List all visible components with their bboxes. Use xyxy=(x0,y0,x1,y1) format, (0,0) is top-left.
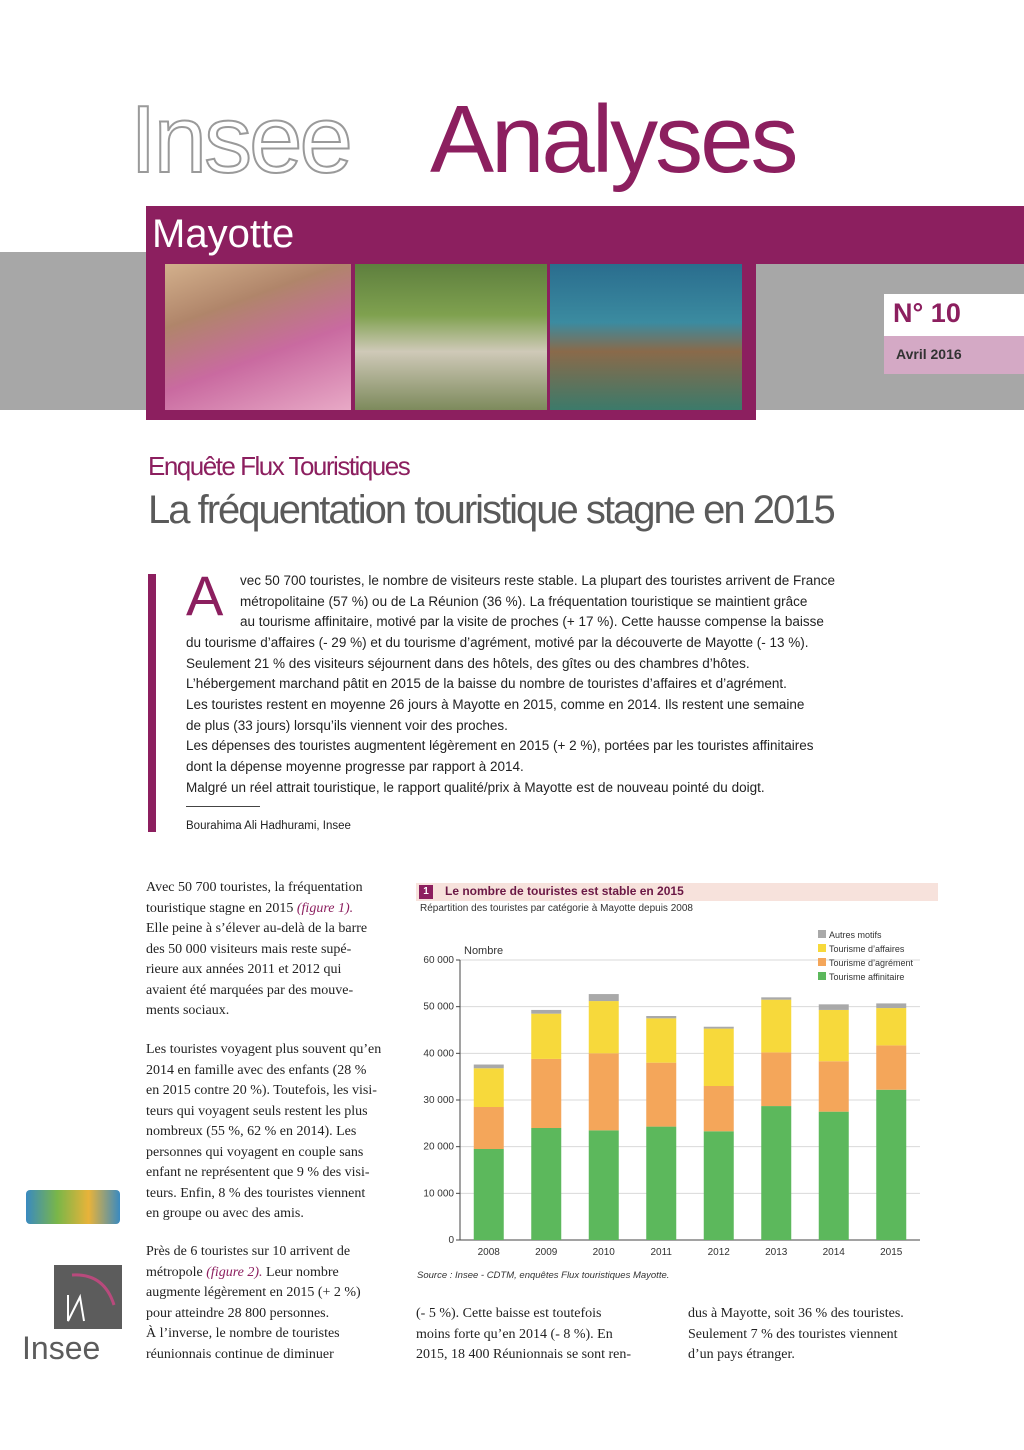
text-line: enfant ne représentent que 9 % des visi- xyxy=(146,1165,370,1180)
region-title: Mayotte xyxy=(152,212,295,256)
figure-subtitle: Répartition des touristes par catégorie à Mayotte depuis 2008 xyxy=(420,903,693,914)
figure-2-link[interactable]: (figure 2). xyxy=(206,1264,263,1280)
text-line: dus à Mayotte, soit 36 % des touristes. xyxy=(688,1306,904,1321)
x-tick-label: 2008 xyxy=(477,1247,500,1258)
legend-swatch xyxy=(818,930,826,938)
abstract-line: L’hébergement marchand pâtit en 2015 de la baisse du nombre de touristes d’affaires et d’agrément. xyxy=(186,676,787,691)
abstract-line: Malgré un réel attrait touristique, le rapport qualité/prix à Mayotte est de nouveau pointé du doigt. xyxy=(186,780,765,795)
text-line: Les touristes voyagent plus souvent qu’en xyxy=(146,1042,382,1057)
bar-segment xyxy=(474,1065,504,1069)
text-span: métropole xyxy=(146,1264,207,1280)
legend-label: Tourisme d’agrément xyxy=(829,958,914,968)
text-line: avaient été marquées par des mouve- xyxy=(146,982,354,998)
bar-segment xyxy=(876,1003,906,1008)
figure-source: Source : Insee - CDTM, enquêtes Flux touristiques Mayotte. xyxy=(417,1270,670,1281)
text-line: Avec 50 700 touristes, la fréquentation xyxy=(146,880,363,895)
insee-logo-mark xyxy=(54,1265,122,1329)
abstract-line: au tourisme affinitaire, motivé par la visite de proches (+ 17 %). Cette hausse compense la baisse xyxy=(240,614,824,629)
x-tick-label: 2010 xyxy=(592,1247,615,1258)
text-line: en 2015 contre 20 %). Toutefois, les visi- xyxy=(146,1083,377,1098)
y-axis-label: Nombre xyxy=(464,945,504,957)
abstract-line: Les touristes restent en moyenne 26 jours à Mayotte en 2015, comme en 2014. Ils restent une semaine xyxy=(186,697,805,712)
abstract-line: Seulement 21 % des visiteurs séjournent dans des hôtels, des gîtes ou des chambres d’hôtes. xyxy=(186,656,750,671)
bar-segment xyxy=(876,1090,906,1240)
abstract-line: du tourisme d’affaires (- 29 %) et du tourisme d’agrément, motivé par la découverte de Mayotte (- 13 %). xyxy=(186,635,809,650)
abstract-line: dont la dépense moyenne progresse par rapport à 2014. xyxy=(186,759,524,774)
issue-date: Avril 2016 xyxy=(896,346,962,362)
body-col1-para2 xyxy=(146,1040,381,1225)
bar-segment xyxy=(819,1112,849,1240)
bar-segment xyxy=(704,1029,734,1086)
text-line: augmente légèrement en 2015 (+ 2 %) xyxy=(146,1285,361,1300)
bar-segment xyxy=(704,1131,734,1240)
body-col3 xyxy=(688,1304,904,1366)
brand-insee: Insee xyxy=(130,86,350,193)
y-tick-label: 30 000 xyxy=(423,1095,454,1106)
text-line: À l’inverse, le nombre de touristes xyxy=(146,1326,340,1341)
photo-village xyxy=(355,264,547,410)
y-tick-label: 20 000 xyxy=(423,1141,454,1153)
issue-number: N° 10 xyxy=(893,298,961,328)
x-tick-label: 2011 xyxy=(650,1247,673,1258)
y-tick-label: 10 000 xyxy=(423,1188,454,1200)
text-line: d’un pays étranger. xyxy=(688,1347,795,1362)
bar-segment xyxy=(876,1008,906,1045)
text-line xyxy=(146,1263,361,1284)
abstract-line: métropolitaine (57 %) ou de La Réunion (36 %). La fréquentation touristique se maintient grâce xyxy=(240,594,808,609)
legend-swatch xyxy=(818,958,826,966)
dropcap: A xyxy=(186,564,224,627)
text-line: ments sociaux. xyxy=(146,1003,230,1018)
text-line xyxy=(146,899,367,920)
text-line: 2014 en famille avec des enfants (28 % xyxy=(146,1062,367,1078)
x-tick-label: 2013 xyxy=(765,1247,788,1258)
bar-segment xyxy=(474,1068,504,1107)
abstract-line: Les dépenses des touristes augmentent légèrement en 2015 (+ 2 %), portées par les touristes affinitaires xyxy=(186,738,814,753)
bar-segment xyxy=(646,1018,676,1062)
bar-segment xyxy=(531,1059,561,1128)
bar-segment xyxy=(761,1000,791,1053)
abstract-line: vec 50 700 touristes, le nombre de visiteurs reste stable. La plupart des touristes arrivent de France xyxy=(240,573,836,588)
insee-logo-icon xyxy=(54,1265,122,1329)
figure-number: 1 xyxy=(419,885,433,899)
bar-segment xyxy=(761,1052,791,1106)
brand-analyses: Analyses xyxy=(430,86,796,193)
bar-segment xyxy=(876,1045,906,1089)
text-line: Seulement 7 % des touristes viennent xyxy=(688,1326,898,1342)
text-span: touristique stagne en 2015 xyxy=(146,900,297,916)
body-col2 xyxy=(416,1304,631,1366)
y-tick-label: 40 000 xyxy=(423,1048,454,1060)
text-line: des 50 000 visiteurs mais reste supé- xyxy=(146,941,352,957)
y-tick-label: 50 000 xyxy=(423,1001,454,1013)
legend-label: Tourisme d’affaires xyxy=(829,944,905,954)
photo-sea-turtle xyxy=(550,264,742,410)
headline: La fréquentation touristique stagne en 2015 xyxy=(148,488,834,532)
text-line: personnes qui voyagent en couple sans xyxy=(146,1144,364,1160)
bar-segment xyxy=(589,994,619,1001)
text-line: en groupe ou avec des amis. xyxy=(146,1206,304,1221)
legend-label: Autres motifs xyxy=(829,930,882,940)
figure-title: Le nombre de touristes est stable en 2015 xyxy=(445,884,684,898)
bar-segment xyxy=(646,1016,676,1018)
y-tick-label: 0 xyxy=(448,1235,454,1246)
text-line: teurs. Enfin, 8 % des touristes viennent xyxy=(146,1185,366,1201)
text-line: réunionnais continue de diminuer xyxy=(146,1346,334,1362)
bar-segment xyxy=(819,1010,849,1061)
author: Bourahima Ali Hadhurami, Insee xyxy=(186,820,351,832)
bar-segment xyxy=(589,1001,619,1053)
legend-swatch xyxy=(818,944,826,952)
x-tick-label: 2014 xyxy=(822,1247,845,1258)
bar-segment xyxy=(531,1128,561,1240)
bar-segment xyxy=(474,1149,504,1240)
body-col1-para1 xyxy=(146,878,367,1022)
bar-segment xyxy=(819,1004,849,1010)
legend-swatch xyxy=(818,972,826,980)
text-line: teurs qui voyagent seuls restent les plus xyxy=(146,1103,368,1119)
bar-segment xyxy=(589,1053,619,1130)
bar-segment xyxy=(704,1086,734,1131)
kicker: Enquête Flux Touristiques xyxy=(148,451,410,481)
bar-segment xyxy=(761,1106,791,1240)
y-tick-label: 60 000 xyxy=(423,955,454,966)
x-tick-label: 2015 xyxy=(880,1247,903,1258)
bar-segment xyxy=(819,1061,849,1111)
text-line: Elle peine à s’élever au-delà de la barre xyxy=(146,921,368,936)
legend-label: Tourisme affinitaire xyxy=(829,972,905,982)
abstract-line: de plus (33 jours) lorsqu’ils viennent voir des proches. xyxy=(186,718,508,733)
insee-logo-text: Insee xyxy=(22,1330,101,1366)
bar-segment xyxy=(531,1014,561,1059)
text-line: (- 5 %). Cette baisse est toutefois xyxy=(416,1306,602,1321)
bar-segment xyxy=(474,1107,504,1149)
body-col1-para3 xyxy=(146,1242,361,1365)
abstract-bar xyxy=(148,574,156,832)
text-line: rieure aux années 2011 et 2012 qui xyxy=(146,962,342,977)
bar-segment xyxy=(646,1127,676,1240)
text-line: moins forte qu’en 2014 (- 8 %). En xyxy=(416,1326,613,1342)
stacked-bar-chart xyxy=(410,920,930,1265)
bar-segment xyxy=(761,997,791,999)
bar-segment xyxy=(531,1010,561,1014)
text-line: pour atteindre 28 800 personnes. xyxy=(146,1305,330,1321)
x-tick-label: 2012 xyxy=(707,1247,730,1258)
author-rule xyxy=(186,806,260,807)
text-line: 2015, 18 400 Réunionnais se sont ren- xyxy=(416,1347,632,1362)
photo-mother-child xyxy=(165,264,351,410)
text-line: nombreux (55 %, 62 % en 2014). Les xyxy=(146,1124,357,1139)
bar-segment xyxy=(646,1063,676,1127)
mayotte-logo xyxy=(26,1190,120,1224)
bar-segment xyxy=(704,1027,734,1029)
text-span: Leur nombre xyxy=(262,1264,339,1280)
text-line: Près de 6 touristes sur 10 arrivent de xyxy=(146,1244,351,1259)
x-tick-label: 2009 xyxy=(535,1247,558,1258)
bar-segment xyxy=(589,1130,619,1240)
figure-1-link[interactable]: (figure 1). xyxy=(296,900,354,916)
